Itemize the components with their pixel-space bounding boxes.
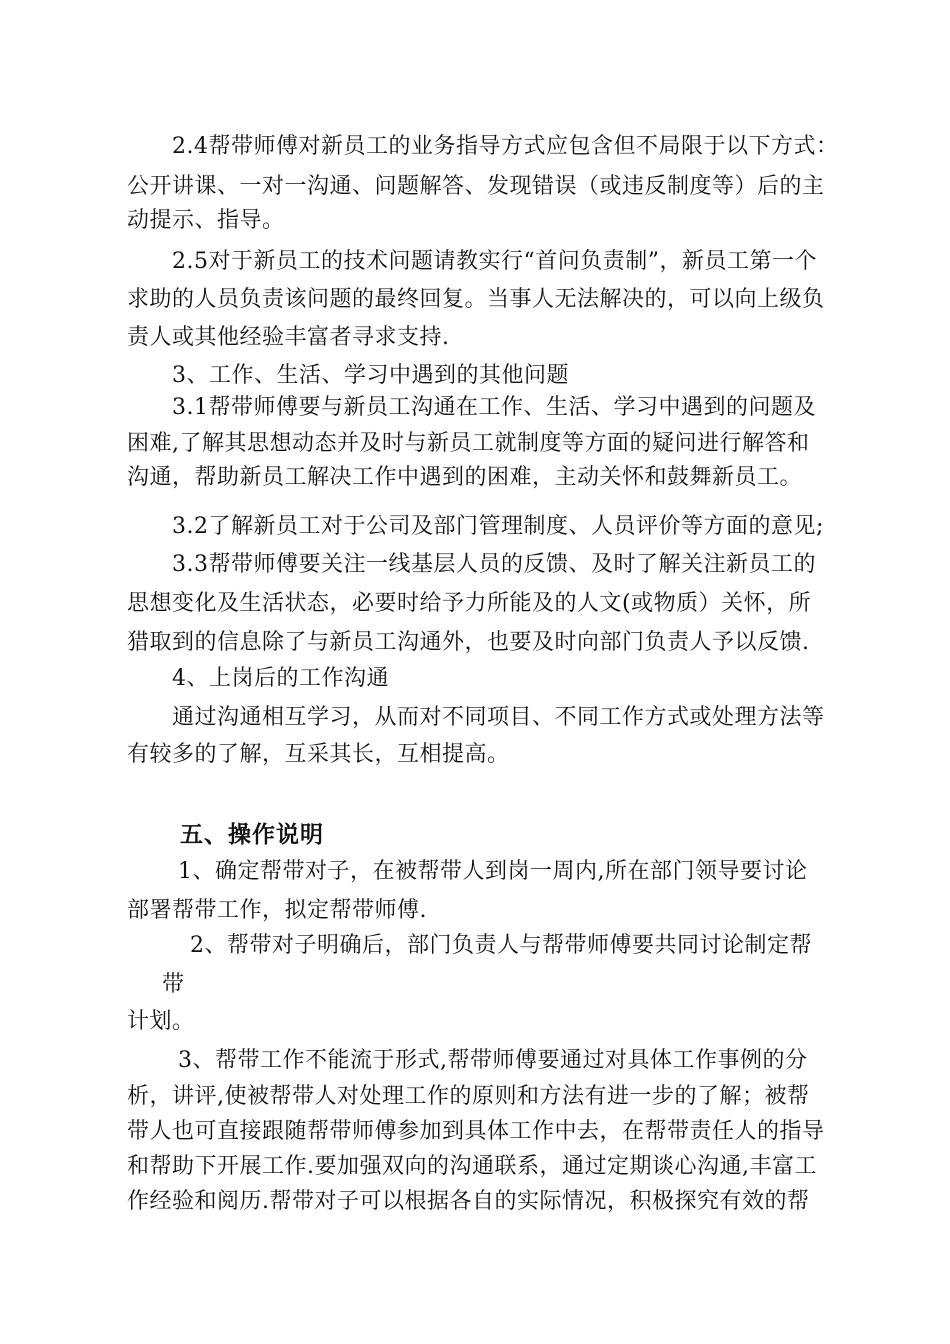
text-line: 3、帮带工作不能流于形式,帮带师傅要通过对具体工作事例的分 (178, 1048, 808, 1073)
text-line: 带人也可直接跟随帮带师傅参加到具体工作中去，在帮带责任人的指导 (127, 1119, 825, 1144)
text-line: 3.2了解新员工对于公司及部门管理制度、人员评价等方面的意见; (172, 514, 824, 539)
text-line: 3.3帮带师傅要关注一线基层人员的反馈、及时了解关注新员工的 (172, 552, 816, 577)
text-line: 计划。 (127, 1009, 195, 1034)
text-line: 思想变化及生活状态，必要时给予力所能及的人文(或物质）关怀，所 (127, 591, 812, 616)
text-line: 和帮助下开展工作.要加强双向的沟通联系，通过定期谈心沟通,丰富工 (127, 1154, 817, 1179)
text-line: 带 (162, 972, 185, 997)
text-line: 3.1帮带师傅要与新员工沟通在工作、生活、学习中遇到的问题及 (172, 395, 816, 420)
text-line: 困难,了解其思想动态并及时与新员工就制度等方面的疑问进行解答和 (127, 431, 810, 456)
text-line: 2、帮带对子明确后，部门负责人与帮带师傅要共同讨论制定帮 (190, 933, 812, 958)
text-line: 动提示、指导。 (127, 208, 285, 233)
text-line: 有较多的了解，互采其长，互相提高。 (127, 742, 510, 767)
text-line: 1、确定帮带对子，在被帮带人到岗一周内,所在部门领导要讨论 (178, 859, 808, 884)
text-line: 部署帮带工作，拟定帮带师傅. (127, 898, 427, 923)
text-line: 沟通，帮助新员工解决工作中遇到的困难，主动关怀和鼓舞新员工。 (127, 465, 803, 490)
text-line: 求助的人员负责该问题的最终回复。当事人无法解决的，可以向上级负 (127, 287, 825, 312)
text-line: 2.4帮带师傅对新员工的业务指导方式应包含但不局限于以下方式： (172, 134, 839, 159)
text-line: 责人或其他经验丰富者寻求支持. (127, 325, 450, 350)
section-heading: 五、操作说明 (180, 822, 324, 848)
text-line: 公开讲课、一对一沟通、问题解答、发现错误（或违反制度等）后的主 (127, 174, 825, 199)
text-line: 3、工作、生活、学习中遇到的其他问题 (172, 363, 569, 388)
text-line: 通过沟通相互学习，从而对不同项目、不同工作方式或处理方法等 (172, 705, 825, 730)
text-line: 作经验和阅历.帮带对子可以根据各自的实际情况，积极探究有效的帮 (127, 1189, 810, 1214)
text-line: 猎取到的信息除了与新员工沟通外，也要及时向部门负责人予以反馈. (127, 630, 810, 655)
text-line: 4、上岗后的工作沟通 (172, 666, 389, 691)
text-line: 2.5对于新员工的技术问题请教实行“首问负责制”，新员工第一个 (172, 249, 817, 274)
text-line: 析，讲评,使被帮带人对处理工作的原则和方法有进一步的了解；被帮 (127, 1084, 810, 1109)
